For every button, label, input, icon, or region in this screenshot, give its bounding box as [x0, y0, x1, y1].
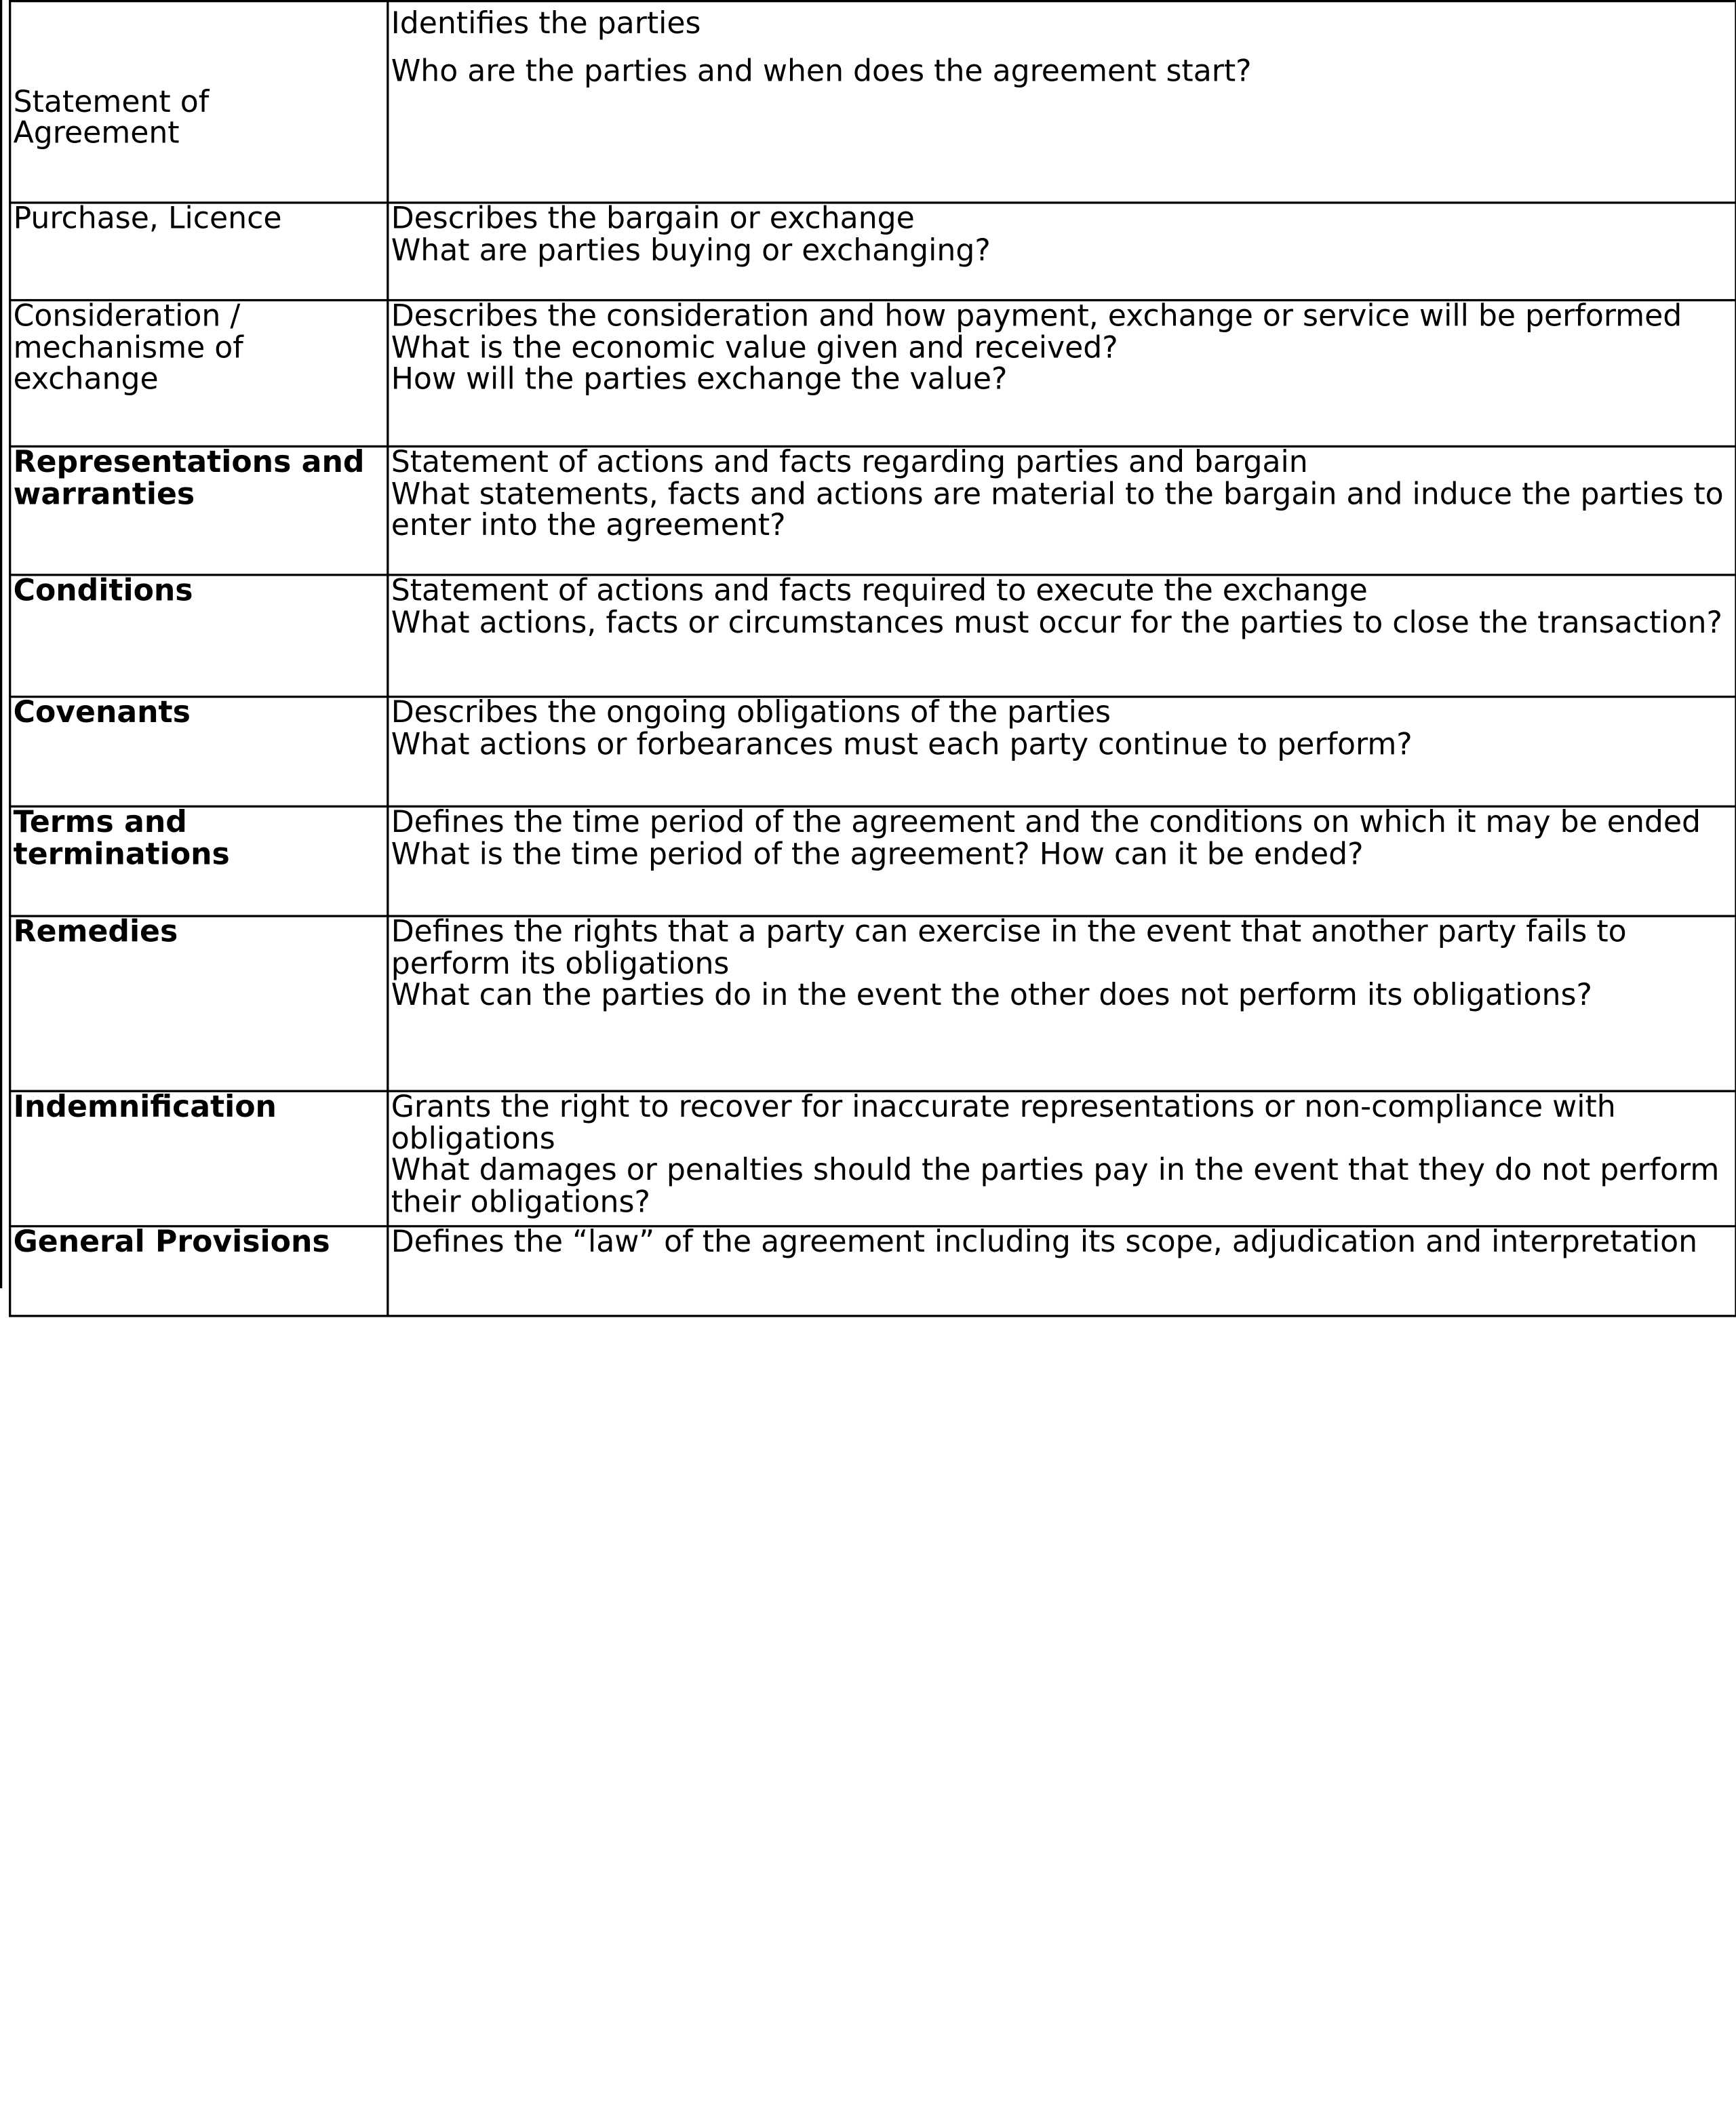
- table-row: [10, 1, 1736, 203]
- question-line: What is the time period of the agreement? How can it be ended?: [391, 837, 1364, 871]
- term-cell: Purchase, Licence: [10, 203, 388, 300]
- description-cell: [388, 806, 1736, 916]
- table-row: [10, 916, 1736, 1091]
- description-cell: [388, 575, 1736, 697]
- question-line: What can the parties do in the event the other does not perform its obligations?: [391, 978, 1592, 1013]
- term-cell: Statement of Agreement: [10, 1, 388, 203]
- term-cell: Indemnification: [10, 1091, 388, 1226]
- description-line: Identifies the parties: [391, 6, 701, 41]
- question-line: What is the economic value given and received?: [391, 330, 1118, 365]
- description-line: Statement of actions and facts regarding parties and bargain: [391, 446, 1308, 480]
- agreement-structure-table: [9, 0, 1736, 1317]
- question-line: What statements, facts and actions are material to the bargain and induce the parties to enter into the agreement?: [391, 477, 1724, 543]
- question-line: Who are the parties and when does the agreement start?: [391, 54, 1252, 88]
- term-cell: Conditions: [10, 575, 388, 697]
- table-row: [10, 806, 1736, 916]
- description-line: Defines the “law” of the agreement including its scope, adjudication and interpretation: [391, 1226, 1698, 1260]
- description-cell: [388, 1, 1736, 203]
- table-row: [10, 203, 1736, 300]
- description-cell: [388, 300, 1736, 447]
- table-body: [10, 1, 1736, 1316]
- description-cell: [388, 697, 1736, 807]
- question-line: What damages or penalties should the parties pay in the event that they do not perform their obligations?: [391, 1153, 1720, 1219]
- term-cell: Consideration / mechanisme of exchange: [10, 300, 388, 447]
- term-cell: Representations and warranties: [10, 446, 388, 575]
- term-cell: General Provisions: [10, 1227, 388, 1316]
- table-row: [10, 697, 1736, 807]
- table-row: [10, 575, 1736, 697]
- question-line: How will the parties exchange the value?: [391, 362, 1008, 397]
- description-line: Defines the rights that a party can exercise in the event that another party fails to perform its obligations: [391, 916, 1627, 981]
- table-row: [10, 300, 1736, 447]
- description-cell: [388, 203, 1736, 300]
- description-cell: [388, 1091, 1736, 1226]
- description-line: Statement of actions and facts required to execute the exchange: [391, 574, 1368, 608]
- term-cell: Terms and terminations: [10, 806, 388, 916]
- description-line: Describes the ongoing obligations of the parties: [391, 696, 1111, 730]
- table-row: [10, 1091, 1736, 1226]
- description-cell: [388, 446, 1736, 575]
- description-cell: [388, 1227, 1736, 1316]
- question-line: What actions, facts or circumstances must occur for the parties to close the transaction?: [391, 605, 1722, 640]
- description-line: Describes the bargain or exchange: [391, 202, 915, 236]
- description-line: Describes the consideration and how payment, exchange or service will be performed: [391, 300, 1682, 334]
- table-row: [10, 446, 1736, 575]
- description-line: Grants the right to recover for inaccurate representations or non-compliance with obligations: [391, 1091, 1616, 1156]
- question-line: What are parties buying or exchanging?: [391, 233, 991, 268]
- left-border-rule: [0, 0, 2, 1288]
- table-row: [10, 1227, 1736, 1316]
- description-line: Defines the time period of the agreement and the conditions on which it may be ended: [391, 806, 1701, 840]
- term-cell: Remedies: [10, 916, 388, 1091]
- question-line: What actions or forbearances must each party continue to perform?: [391, 727, 1413, 762]
- term-cell: Covenants: [10, 697, 388, 807]
- description-cell: [388, 916, 1736, 1091]
